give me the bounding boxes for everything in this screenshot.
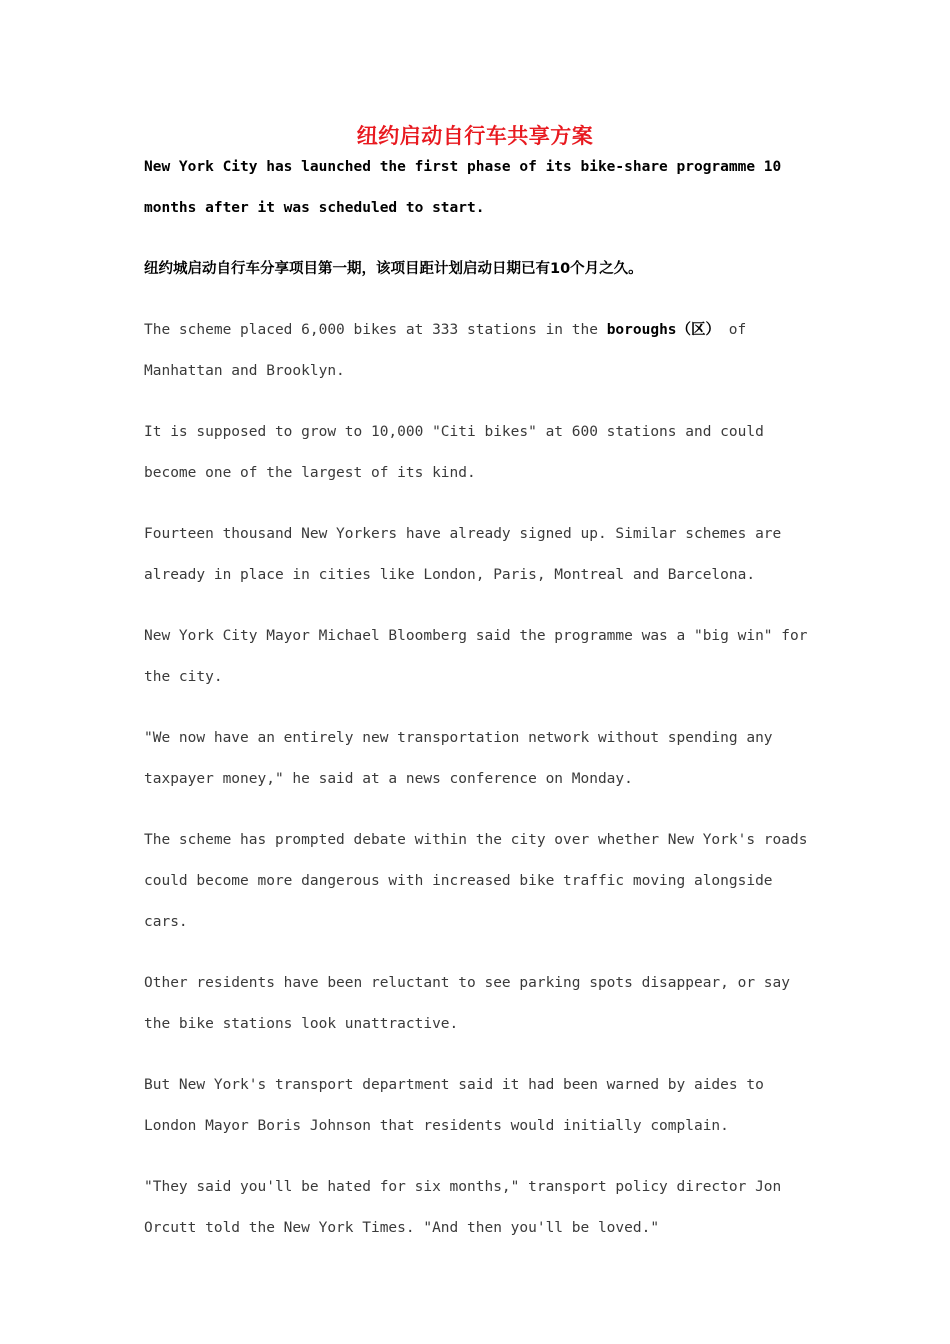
paragraph-transport-department: But New York's transport department said it had been warned by aides to London Mayor Boris Johnson that residents would initially complain. (144, 1077, 764, 1134)
paragraph-stations (144, 310, 814, 392)
intro-paragraph-chinese: 纽约城启动自行车分享项目第一期，该项目距计划启动日期已有10个月之久。 (144, 261, 643, 277)
article-body (144, 147, 814, 1269)
vocabulary-term: boroughs（区） (606, 322, 721, 338)
paragraph-growth: It is supposed to grow to 10,000 "Citi bikes" at 600 stations and could become one of the largest of its kind. (144, 424, 764, 481)
paragraph-text: The scheme placed 6,000 bikes at 333 stations in the (144, 322, 607, 338)
paragraph-quote-orcutt: "They said you'll be hated for six months," transport policy director Jon Orcutt told the New York Times. "And then you'll be loved." (144, 1179, 782, 1236)
paragraph-debate: The scheme has prompted debate within the city over whether New York's roads could become more dangerous with increased bike traffic moving alongside cars. (144, 832, 808, 930)
paragraph-mayor: New York City Mayor Michael Bloomberg said the programme was a "big win" for the city. (144, 628, 808, 685)
document-title: 纽约启动自行车共享方案 (356, 124, 594, 148)
intro-paragraph-english: New York City has launched the first phase of its bike-share programme 10 months after it was scheduled to start. (144, 159, 782, 216)
paragraph-text: of Manhattan and Brooklyn. (144, 322, 747, 379)
paragraph-quote-network: "We now have an entirely new transportation network without spending any taxpayer money," he said at a news conference on Monday. (144, 730, 773, 787)
paragraph-residents: Other residents have been reluctant to see parking spots disappear, or say the bike stations look unattractive. (144, 975, 791, 1032)
paragraph-signups: Fourteen thousand New Yorkers have already signed up. Similar schemes are already in place in cities like London, Paris, Montreal and Barcelona. (144, 526, 782, 583)
